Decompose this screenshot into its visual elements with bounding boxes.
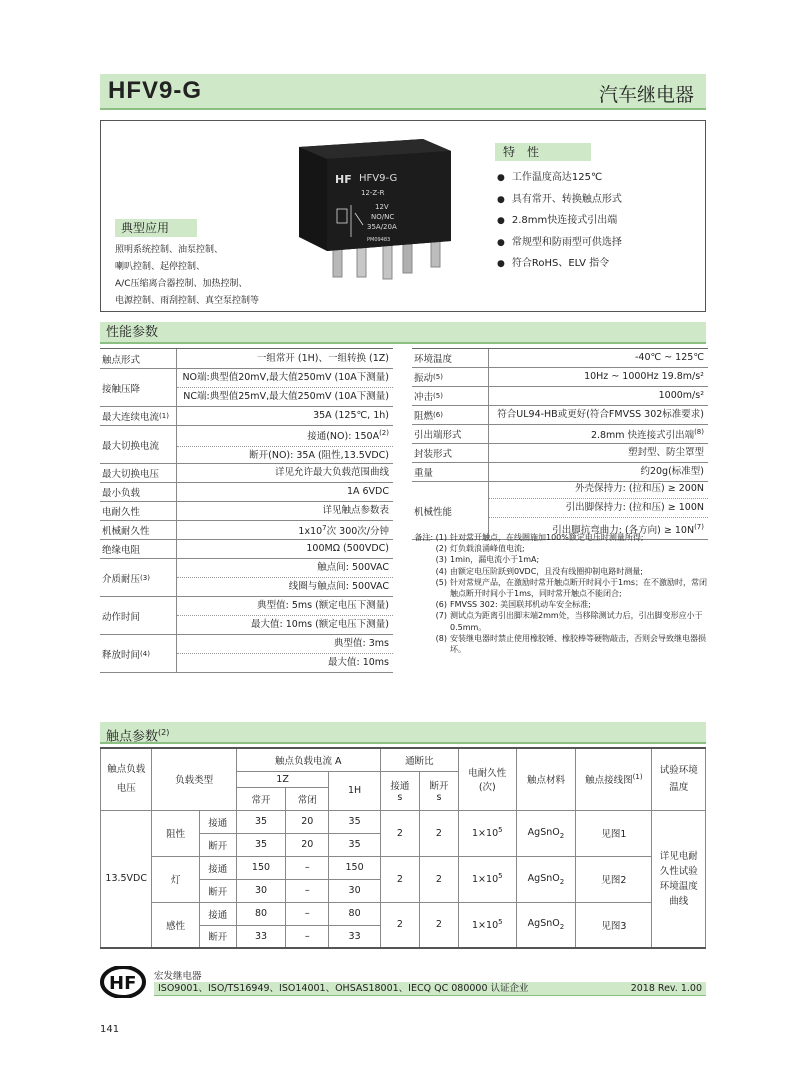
- features-list: [497, 167, 622, 275]
- svg-text:HF: HF: [109, 973, 137, 994]
- spec-row: [100, 483, 393, 502]
- contact-cell: [419, 771, 458, 810]
- contact-cell: 接通: [199, 856, 236, 879]
- features-title: 特 性: [495, 143, 591, 161]
- spec-value: [176, 559, 393, 596]
- spec-row: [100, 597, 393, 635]
- endurance-unit: (次): [478, 782, 496, 794]
- spec-row: [412, 425, 708, 444]
- spec-value: [176, 597, 393, 634]
- performance-table-right: [412, 348, 708, 540]
- spec-label: [100, 349, 176, 368]
- spec-label: [412, 387, 488, 405]
- spec-value: [488, 406, 708, 424]
- note-text: FMVSS 302: 美国联邦机动车安全标准;: [450, 600, 591, 610]
- spec-value-line: 断开(NO): 35A (阻性,13.5VDC): [249, 450, 389, 462]
- performance-table-left: [100, 348, 393, 673]
- contact-cell: –: [286, 902, 329, 925]
- overview-box: [100, 120, 706, 312]
- material-sub: 2: [559, 877, 565, 886]
- note-text: 测试点为距离引出脚末端2mm处，当移除测试力后，引出脚变形应小于0.5mm。: [450, 611, 703, 632]
- spec-value-line: 符合UL94-HB或更好(符合FMVSS 302标准要求): [497, 409, 704, 420]
- spec-value-line: 最大值: 10ms: [327, 657, 389, 668]
- contact-header-row: [101, 748, 706, 771]
- spec-value-exp: 7: [322, 523, 327, 532]
- contact-cell: 30: [236, 879, 285, 902]
- spec-value: [488, 387, 708, 405]
- spec-value: [488, 444, 708, 462]
- note-text: 针对常规产品，在激励时常开触点断开时间小于1ms；在不激励时，常闭触点断开时间小于1ms，同时常开触点不能闭合;: [450, 577, 708, 599]
- contact-cell: 20: [286, 833, 329, 856]
- spec-value: [176, 426, 393, 463]
- spec-label: [100, 597, 176, 634]
- endurance-exp: 5: [498, 826, 503, 835]
- spec-value-line: 约20g(标准型): [640, 466, 704, 477]
- spec-value-line: 100MΩ (500VDC): [306, 543, 389, 554]
- spec-value-line: 详见允许最大负载范围曲线: [274, 467, 389, 478]
- spec-value: [488, 368, 708, 386]
- spec-value: [176, 483, 393, 501]
- contact-cell: 30: [329, 879, 380, 902]
- spec-label-note: (3): [140, 573, 150, 582]
- contact-cell: 33: [236, 925, 285, 948]
- spec-value: [176, 540, 393, 558]
- contact-cell: 33: [329, 925, 380, 948]
- contact-cell: $1\times 10^5$: [459, 810, 517, 856]
- typical-app-line: 电源控制、雨刮控制、真空泵控制等: [115, 296, 260, 306]
- contact-cell: 详见电耐久性试验环境温度曲线: [652, 810, 706, 948]
- contact-cell: 150: [329, 856, 380, 879]
- note-item: [412, 577, 708, 599]
- spec-value-line: 线圈与触点间: 500VAC: [288, 581, 389, 592]
- contact-cell: 2: [380, 856, 419, 902]
- footer-certs: ISO9001、ISO/TS16949、ISO14001、OHSAS18001、IECQ QC 080000 认证企业: [158, 983, 529, 994]
- contact-cell: 触点接线图$^{(1)}$: [576, 748, 652, 810]
- contact-cell: 2: [380, 810, 419, 856]
- spec-value-line: 触点间: 500VAC: [177, 559, 393, 578]
- contact-cell: [380, 771, 419, 810]
- spec-label-text: 冲击: [414, 392, 434, 403]
- contact-cell: 1Z: [236, 771, 329, 787]
- spec-value-line: 塑封型、防尘罩型: [627, 447, 704, 458]
- spec-label: [100, 426, 176, 463]
- contact-cell: 阻性: [152, 810, 199, 856]
- relay-label-line-4: 35A/20A: [367, 223, 397, 231]
- typical-app-line: 照明系统控制、油泵控制、: [115, 245, 224, 255]
- spec-value-line: 典型值: 5ms (额定电压下测量): [177, 597, 393, 616]
- contact-table: [100, 747, 706, 949]
- spec-value-line: 典型值: 3ms: [177, 635, 393, 654]
- contact-cell: 2: [380, 902, 419, 948]
- spec-value-line: 35A (125℃, 1h): [313, 410, 389, 421]
- hf-logo-icon: [100, 966, 146, 998]
- spec-label-text: 振动: [414, 373, 434, 384]
- spec-value: [176, 349, 393, 368]
- spec-label-note: (1): [159, 412, 169, 420]
- spec-value-line: 引出脚抗弯曲力: (各方向) ≥ $10N^{(7)}$: [552, 523, 704, 537]
- contact-cell: 触点负载电流 A: [236, 748, 380, 771]
- feature-item: ● 工作温度高达125℃: [497, 167, 622, 189]
- spec-value-line: 一组常开 (1H)、一组转换 (1Z): [256, 352, 389, 364]
- endurance-header: 电耐久性: [468, 768, 507, 780]
- spec-row: [100, 464, 393, 483]
- spec-value-line: 最大值: 10ms (额定电压下测量): [251, 619, 389, 630]
- note-key: (3): [435, 555, 447, 565]
- spec-label-text: 动作时间: [102, 611, 141, 623]
- contact-cell: 35: [236, 833, 285, 856]
- spec-label: [412, 349, 488, 367]
- contact-row: [101, 902, 706, 925]
- spec-row: [412, 444, 708, 463]
- footer-bar: [154, 982, 706, 996]
- material-sub: 2: [559, 923, 565, 932]
- typical-app-line: A/C压缩离合器控制、加热控制、: [115, 279, 248, 289]
- contact-cell: 80: [236, 902, 285, 925]
- product-category: 汽车继电器: [598, 84, 694, 106]
- note-key: (2): [435, 544, 447, 554]
- endurance-exp: 5: [498, 918, 503, 927]
- material-sub: 2: [559, 831, 565, 840]
- contact-cell: 常开: [236, 787, 285, 810]
- spec-label-note: (5): [433, 392, 443, 400]
- contact-cell: 通断比: [380, 748, 458, 771]
- spec-value-line: 详见触点参数表: [322, 505, 389, 516]
- note-item: [412, 554, 708, 565]
- footer-revision: 2018 Rev. 1.00: [630, 983, 702, 994]
- contact-title: 触点参数$^{(2)}$: [100, 722, 706, 744]
- contact-cell: 20: [286, 810, 329, 833]
- spec-label: [412, 425, 488, 443]
- relay-label-line-2: 12V: [375, 203, 389, 211]
- footer-company: 宏发继电器: [154, 971, 202, 982]
- spec-label-text: 最小负载: [102, 488, 141, 499]
- notes: [412, 532, 708, 655]
- spec-row: [100, 540, 393, 559]
- spec-value-note: (8): [694, 427, 704, 436]
- spec-value-line: $1x10^7$次 300次/分钟: [298, 523, 389, 538]
- contact-cell: 见图1: [576, 810, 652, 856]
- spec-label-note: (6): [433, 411, 443, 419]
- spec-value-line: 1000m/s²: [658, 390, 704, 401]
- contact-cell: 触点材料: [516, 748, 576, 810]
- contact-cell: 见图3: [576, 902, 652, 948]
- note-text: 由额定电压阶跃到0VDC，且没有线圈抑制电路时测量;: [450, 566, 644, 576]
- contact-cell: 负载类型: [152, 748, 236, 810]
- spec-label-text: 释放时间: [102, 649, 141, 661]
- contact-cell: 150: [236, 856, 285, 879]
- spec-label: [412, 463, 488, 481]
- typical-app-line: 喇叭控制、起停控制、: [115, 262, 206, 272]
- spec-row: [412, 368, 708, 387]
- contact-cell: $1\times 10^5$: [459, 856, 517, 902]
- contact-cell: [459, 748, 517, 810]
- note-item: [412, 610, 708, 632]
- contact-cell: $1\times 10^5$: [459, 902, 517, 948]
- relay-logo: HF: [335, 173, 352, 186]
- contact-cell: –: [286, 925, 329, 948]
- relay-label-line-3: NO/NC: [371, 213, 395, 221]
- note-item: [412, 543, 708, 554]
- contact-cell: –: [286, 879, 329, 902]
- spec-label-text: 环境温度: [414, 354, 453, 365]
- spec-value: [176, 502, 393, 520]
- spec-label-note: (5): [433, 373, 443, 381]
- spec-row: [412, 349, 708, 368]
- contact-row: [101, 856, 706, 879]
- contact-cell: 常闭: [286, 787, 329, 810]
- spec-label-text: 重量: [414, 468, 434, 479]
- spec-label: [100, 464, 176, 482]
- contact-cell: 见图2: [576, 856, 652, 902]
- contact-cell: 接通: [199, 810, 236, 833]
- model-name: HFV9-G: [108, 77, 203, 104]
- spec-row: [412, 387, 708, 406]
- contact-cell: 感性: [152, 902, 199, 948]
- spec-label-text: 介质耐压: [102, 573, 141, 585]
- spec-label: [100, 521, 176, 539]
- note-item: [412, 532, 708, 543]
- spec-value-line: NC端:典型值25mV,最大值250mV (10A下测量): [183, 391, 389, 402]
- spec-label-text: 绝缘电阻: [102, 545, 141, 556]
- spec-value-line: 引出脚保持力: (拉和压) ≥ 100N: [489, 499, 708, 518]
- contact-cell: AgSnO$_2$: [516, 810, 576, 856]
- title-bar: [100, 74, 706, 110]
- spec-label-text: 引出端形式: [414, 430, 462, 441]
- feature-item: ● 2.8mm快连接式引出端: [497, 210, 622, 232]
- contact-cell: 2: [419, 902, 458, 948]
- spec-value-line: 外壳保持力: (拉和压) ≥ 200N: [489, 480, 708, 499]
- spec-value-line: -40℃ ~ 125℃: [635, 352, 704, 363]
- spec-value: [176, 407, 393, 425]
- spec-value-line: 接通(NO): $150A^{(2)}$: [177, 424, 393, 447]
- contact-cell: 试验环境温度: [652, 748, 706, 810]
- make-header: 接通: [390, 781, 410, 792]
- contact-cell: 灯: [152, 856, 199, 902]
- contact-row: [101, 810, 706, 833]
- contact-cell: 触点负载电压: [101, 748, 152, 810]
- spec-label-text: 触点形式: [102, 354, 141, 366]
- spec-label-text: 最大切换电压: [102, 469, 160, 480]
- spec-label-text: 机械耐久性: [102, 526, 150, 537]
- spec-label-text: 接触压降: [102, 383, 141, 395]
- spec-value-line: 1A 6VDC: [346, 486, 389, 497]
- contact-cell: AgSnO$_2$: [516, 856, 576, 902]
- note-text: 针对常开触点，在线圈施加100%额定电压时测量所得;: [450, 533, 644, 542]
- spec-row: [100, 635, 393, 673]
- contact-cell: 1H: [329, 771, 380, 810]
- contact-cell: 2: [419, 856, 458, 902]
- page-number: 141: [100, 1024, 120, 1035]
- contact-cell: 35: [236, 810, 285, 833]
- spec-value-line: 10Hz ~ 1000Hz 19.8m/s²: [584, 371, 704, 382]
- spec-row: [100, 559, 393, 597]
- relay-photo: [291, 133, 461, 283]
- spec-value: [176, 635, 393, 672]
- contact-cell: 断开: [199, 833, 236, 856]
- spec-value-line: NO端:典型值20mV,最大值250mV (10A下测量): [177, 369, 393, 388]
- feature-item: ● 常规型和防雨型可供选择: [497, 232, 622, 254]
- note-key: (4): [435, 566, 447, 576]
- break-header: 断开: [429, 781, 449, 792]
- spec-label-text: 阻燃: [414, 411, 434, 422]
- spec-row: [100, 426, 393, 464]
- contact-cell: 断开: [199, 879, 236, 902]
- wiring-note: (1): [632, 773, 643, 782]
- note-text: 1min，漏电流小于1mA;: [450, 555, 540, 565]
- spec-value: [488, 463, 708, 481]
- contact-cell: 2: [419, 810, 458, 856]
- contact-cell: 35: [329, 833, 380, 856]
- spec-label: [100, 483, 176, 501]
- break-unit: s: [436, 792, 442, 803]
- spec-label-text: 最大连续电流: [102, 412, 160, 423]
- note-key: (6): [435, 600, 447, 610]
- spec-value: [488, 349, 708, 367]
- typical-apps-title: 典型应用: [115, 219, 197, 237]
- make-unit: s: [397, 792, 403, 803]
- note-text: 安装继电器时禁止使用橡胶锤、橡胶棒等硬物敲击，否则会导致继电器损坏。: [450, 633, 706, 655]
- spec-label: [100, 559, 176, 596]
- contact-cell: 接通: [199, 902, 236, 925]
- spec-label: [100, 540, 176, 558]
- spec-label: [100, 407, 176, 425]
- relay-label-line-0: HFV9-G: [359, 173, 398, 184]
- note-text: 灯负载浪涌峰值电流;: [450, 544, 525, 554]
- spec-label: [412, 368, 488, 386]
- note-key: (7): [435, 611, 447, 621]
- contact-cell: –: [286, 856, 329, 879]
- note-item: [412, 633, 708, 655]
- spec-row: [412, 463, 708, 482]
- spec-value: [488, 482, 708, 539]
- feature-item: ● 符合RoHS、ELV 指令: [497, 253, 622, 275]
- feature-item: ● 具有常开、转换触点形式: [497, 189, 622, 211]
- spec-label-text: 最大切换电流: [102, 440, 160, 452]
- relay-label-line-1: 12-Z-R: [361, 189, 385, 197]
- note-item: [412, 599, 708, 610]
- typical-apps-list: [115, 242, 259, 310]
- performance-title: 性能参数: [100, 322, 706, 344]
- note-key: (8): [435, 633, 447, 643]
- note-key: (5): [435, 577, 447, 587]
- spec-value-line: 2.8mm 快连接式引出端$^{(8)}$: [590, 427, 704, 442]
- spec-label: [412, 444, 488, 462]
- spec-row: [100, 349, 393, 369]
- note-item: [412, 566, 708, 577]
- spec-label: [100, 502, 176, 520]
- spec-label: [100, 635, 176, 672]
- spec-label: [100, 369, 176, 406]
- relay-label-line-5: PM09483: [367, 237, 391, 243]
- contact-cell: 13.5VDC: [101, 810, 152, 948]
- spec-label-text: 机械性能: [414, 506, 453, 518]
- spec-value-note: (2): [379, 428, 389, 437]
- contact-cell: AgSnO$_2$: [516, 902, 576, 948]
- spec-value-note: (7): [694, 523, 704, 532]
- spec-label-text: 电耐久性: [102, 507, 141, 518]
- spec-value: [176, 464, 393, 482]
- spec-label-note: (4): [140, 649, 150, 658]
- contact-cell: 断开: [199, 925, 236, 948]
- spec-value: [488, 425, 708, 443]
- spec-label-text: 封装形式: [414, 449, 453, 460]
- endurance-exp: 5: [498, 872, 503, 881]
- contact-cell: 80: [329, 902, 380, 925]
- spec-row: [100, 521, 393, 540]
- spec-label: [412, 406, 488, 424]
- contact-cell: 35: [329, 810, 380, 833]
- spec-row: [100, 369, 393, 407]
- spec-label: [412, 482, 488, 539]
- spec-value: [176, 521, 393, 539]
- spec-value: [176, 369, 393, 406]
- note-key: 备注: (1): [414, 533, 447, 542]
